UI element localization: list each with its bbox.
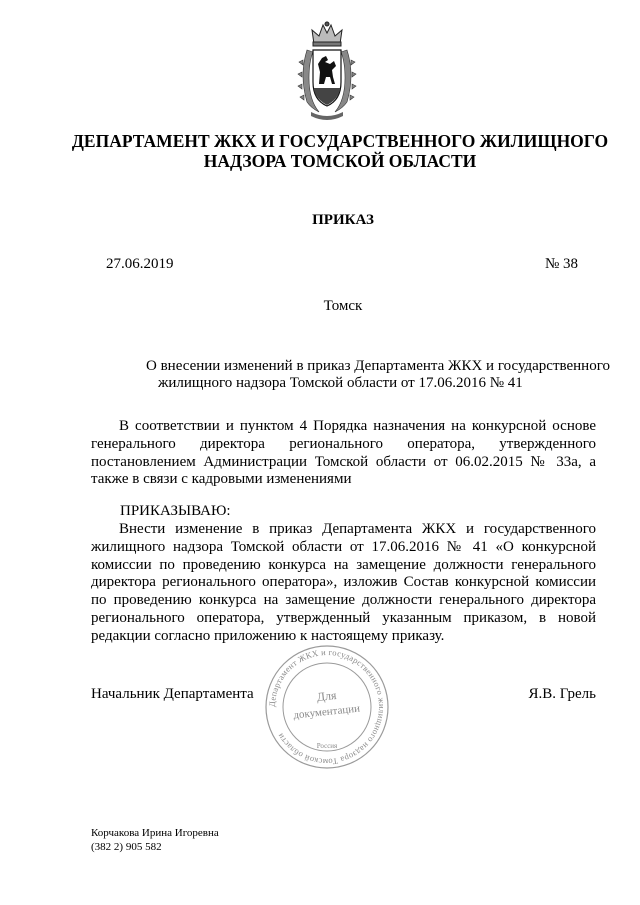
- executor-phone: (382 2) 905 582: [91, 841, 162, 853]
- order-subject: [146, 358, 610, 392]
- stamp-ring-text: Департамент ЖКХ и государственного жилищного надзора Томской области: [266, 646, 388, 768]
- executor-info: [91, 826, 219, 854]
- stamp-center-line1: Для: [316, 688, 338, 705]
- stamp-center-line2: документации: [292, 702, 361, 722]
- order-number: № 38: [544, 256, 578, 272]
- signatory-position: Начальник Департамента: [91, 686, 254, 702]
- subject-line2: жилищного надзора Томской области от 17.06.2016 № 41: [158, 375, 523, 391]
- subject-line1: О внесении изменений в приказ Департамента ЖКХ и государственного: [146, 358, 610, 374]
- executor-name: Корчакова Ирина Игоревна: [91, 827, 219, 839]
- department-name-line2: НАДЗОРА ТОМСКОЙ ОБЛАСТИ: [203, 151, 477, 171]
- stamp-country: Россия: [316, 742, 338, 750]
- order-date: 27.06.2019: [106, 256, 174, 272]
- coat-of-arms-emblem: [297, 20, 357, 124]
- preamble-text: В соответствии и пунктом 4 Порядка назначения на конкурсной основе генерального директора регионального оператора, утвержденного постановлением Администрации Томской области от 06.02.2015 № 33а, а также в связи с кадровыми изменениями: [91, 418, 596, 488]
- directive-paragraph: [91, 521, 596, 646]
- department-name-line1: ДЕПАРТАМЕНТ ЖКХ И ГОСУДАРСТВЕННОГО ЖИЛИЩНОГО: [71, 131, 609, 151]
- directive-text: Внести изменение в приказ Департамента ЖКХ и государственного жилищного надзора Томской области от 17.06.2016 № 41 «О конкурсной комиссии по проведению конкурса на замещение должности генерального директора регионального оператора», изложив Состав конкурсной комиссии по проведению конкурса на замещение должности генерального директора регионального оператора, утвержденный указанным приказом, в новой редакции согласно приложению к настоящему приказу.: [91, 521, 596, 644]
- official-stamp: [263, 644, 391, 770]
- department-name: [60, 131, 620, 171]
- order-directive-word: ПРИКАЗЫВАЮ:: [120, 503, 231, 519]
- order-title: ПРИКАЗ: [312, 212, 374, 228]
- order-city: Томск: [323, 298, 363, 314]
- signatory-name: Я.В. Грель: [528, 686, 596, 702]
- preamble-paragraph: [91, 418, 596, 489]
